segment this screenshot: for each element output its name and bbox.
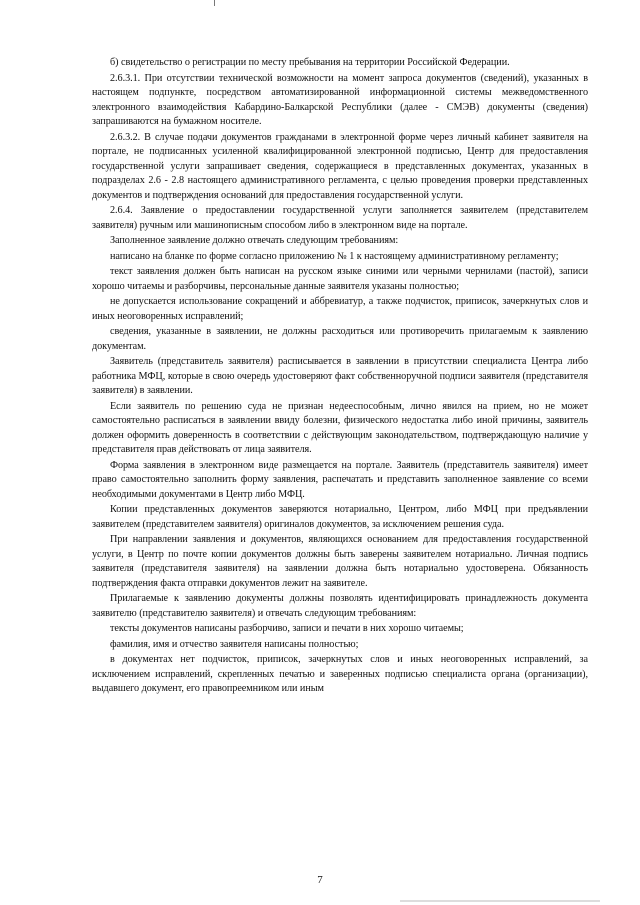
paragraph: Заявитель (представитель заявителя) расписывается в заявлении в присутствии специалиста Центра либо работника МФЦ, которые в свою очередь удостоверяют факт собственноручной подписи заявителя (представителя заявителя) в заявлении. [92,356,588,396]
document-body [92,56,588,697]
paragraph: При направлении заявления и документов, являющихся основанием для предоставления государственной услуги, в Центр по почте копии документов должны быть заверены заявителем нотариально. Личная подпись заявителя (представителя заявителя) на заявлении должна быть нотариально удостоверена. Обязанность подтверждения факта отправки документов лежит на заявителе. [92,534,588,589]
scan-mark [214,0,215,6]
paragraph: Заполненное заявление должно отвечать следующим требованиям: [110,235,399,246]
paragraph: 2.6.3.2. В случае подачи документов гражданами в электронной форме через личный кабинет заявителя на портале, не подписанных усиленной квалифицированной электронной подписью, Центр для предоставления государственной услуги запрашивает сведения, содержащиеся в представленных документах, указанных в подразделах 2.6 - 2.8 настоящего административного регламента, с целью проведения проверки представленных документов и подтверждения оснований для предоставления государственной услуги. [92,131,588,201]
paragraph: сведения, указанные в заявлении, не должны расходиться или противоречить прилагаемым к заявлению документам. [92,326,588,352]
paragraph: Копии представленных документов заверяются нотариально, Центром, либо МФЦ при предъявлении заявителем (представителем заявителя) оригиналов документов, за исключением решения суда. [92,504,588,530]
paragraph: тексты документов написаны разборчиво, записи и печати в них хорошо читаемы; [110,623,464,634]
scan-artifact [400,900,600,902]
paragraph: 2.6.4. Заявление о предоставлении государственной услуги заполняется заявителем (представителем заявителя) ручным или машинописным способом либо в электронном виде на портале. [92,205,588,231]
paragraph: в документах нет подчисток, приписок, зачеркнутых слов и иных неоговоренных исправлений, за исключением исправлений, скрепленных печатью и заверенных подписью специалиста органа (организации), выдавшего документ, его правопреемником или иным [92,654,588,694]
page-number: 7 [317,874,323,886]
paragraph: б) свидетельство о регистрации по месту пребывания на территории Российской Федерации. [110,57,510,68]
paragraph: не допускается использование сокращений и аббревиатур, а также подчисток, приписок, зачеркнутых слов и иных неоговоренных исправлений; [92,296,588,322]
paragraph: написано на бланке по форме согласно приложению № 1 к настоящему административному регламенту; [110,250,559,262]
paragraph: Если заявитель по решению суда не признан недееспособным, лично явился на прием, но не может самостоятельно расписаться в заявлении ввиду болезни, физического недостатка либо иной причины, заявитель должен оформить доверенность в соответствии с действующим законодательством, подтверждающую наличие у представителя прав действовать от лица заявителя. [92,400,588,455]
paragraph: Форма заявления в электронном виде размещается на портале. Заявитель (представитель заявителя) имеет право самостоятельно заполнить форму заявления, распечатать и представить заполненное заявление со всеми необходимыми документами в Центр либо МФЦ. [92,459,588,500]
paragraph: Прилагаемые к заявлению документы должны позволять идентифицировать принадлежность документа заявителю (представителю заявителя) и отвечать следующим требованиям: [92,593,588,619]
paragraph: текст заявления должен быть написан на русском языке синими или черными чернилами (пастой), записи хорошо читаемы и разборчивы, персональные данные заявителя указаны полностью; [92,266,588,292]
paragraph: фамилия, имя и отчество заявителя написаны полностью; [110,638,359,650]
paragraph: 2.6.3.1. При отсутствии технической возможности на момент запроса документов (сведений), указанных в настоящем подпункте, посредством автоматизированной информационной системы межведомственного электронного взаимодействия Кабардино-Балкарской Республики (далее - СМЭВ) документы (сведения) запрашиваются на бумажном носителе. [92,72,588,127]
